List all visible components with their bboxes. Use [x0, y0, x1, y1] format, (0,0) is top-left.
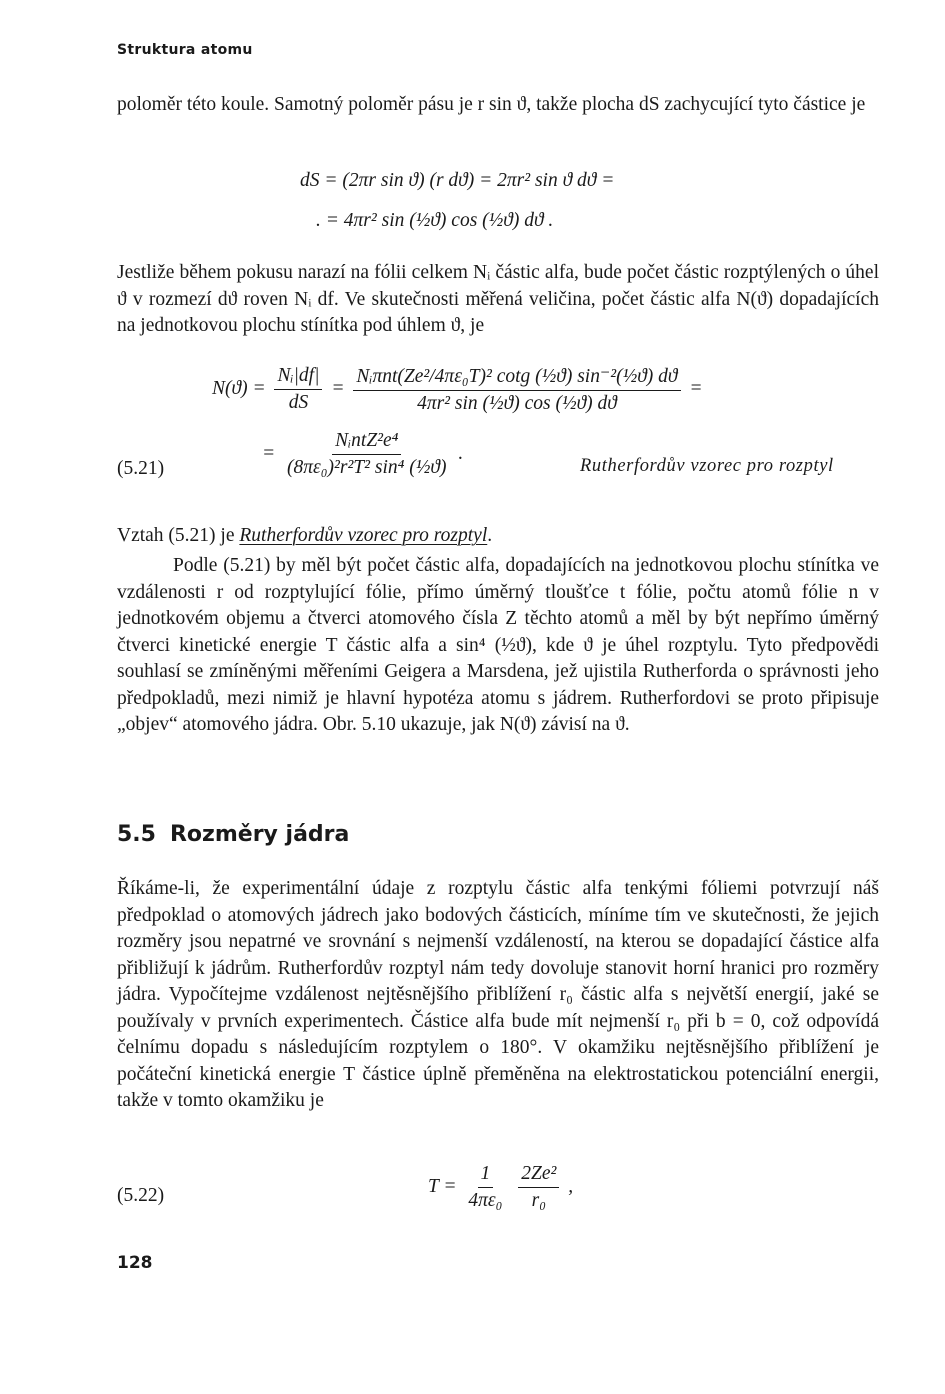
fraction-numerator: NᵢntZ²e⁴	[332, 430, 401, 455]
fraction-denominator: 4πr² sin (½ϑ) cos (½ϑ) dϑ	[417, 393, 617, 414]
fraction-numerator: 2Ze²	[518, 1163, 559, 1188]
equation-ds-line-2: . = 4πr² sin (½ϑ) cos (½ϑ) dϑ .	[316, 210, 554, 231]
paragraph-particles: Jestliže během pokusu narazí na fólii celkem Nᵢ částic alfa, bude počet částic rozptýlených o úhel ϑ v rozmezí dϑ roven Nᵢ df. Ve skutečnosti měřená veličina, počet částic alfa N(ϑ) dopadajících na jednotkovou plochu stínítka pod úhlem ϑ, je	[117, 262, 879, 336]
equation-ds-line-1: dS = (2πr sin ϑ) (r dϑ) = 2πr² sin ϑ dϑ =	[300, 170, 615, 191]
fraction-denominator: r₀	[531, 1190, 546, 1211]
rutherford-formula-term: Rutherfordův vzorec pro rozptyl	[239, 525, 488, 546]
fraction-rutherford	[284, 430, 449, 479]
equals-sign: =	[331, 377, 345, 399]
equation-5-22	[428, 1163, 573, 1212]
equation-t-lhs: T =	[428, 1175, 457, 1197]
equation-5-21-label: Rutherfordův vzorec pro rozptyl	[580, 456, 834, 476]
paragraph-predictions-text: Podle (5.21) by měl být počet částic alfa, dopadajících na jednotkovou plochu stínítka ve vzdálenosti r od rozptylující fólie, přímo úměrný tloušťce t fólie, počtu atomů fólie n v jednotkovém objemu a čtverci atomového čísla Z těchto atomů a měl by být nepřímo úměrný čtverci kinetické energie T částic alfa a sin⁴ (½ϑ), kde ϑ je úhel rozptylu. Tyto předpovědi souhlasí se zmíněnými měřeními Geigera a Marsdena, jež ujistila Rutherforda o správnosti jeho předpokladů, mezi nimiž je hlavní hypotéza atomu s jádrem. Rutherfordovi se proto připisuje „objev“ atomového jádra. Obr. 5.10 ukazuje, jak N(ϑ) závisí na ϑ.	[117, 555, 879, 735]
section-number: 5.5	[117, 822, 156, 847]
fraction-coulomb-constant	[465, 1163, 505, 1212]
fraction-df-over-ds	[274, 365, 322, 414]
paragraph-relation-end: .	[487, 525, 493, 546]
page-number: 128	[117, 1253, 153, 1273]
paragraph-intro: poloměr této koule. Samotný poloměr pásu je r sin ϑ, takže plocha dS zachycující tyto částice je	[117, 94, 866, 115]
paragraph-predictions	[117, 553, 879, 739]
equation-n-lhs: N(ϑ) =	[212, 377, 266, 399]
fraction-denominator: dS	[288, 392, 309, 413]
fraction-numerator: Nᵢπnt(Ze²/4πε₀T)² cotg (½ϑ) sin⁻²(½ϑ) dϑ	[353, 364, 680, 391]
equation-number-5-22: (5.22)	[117, 1185, 165, 1206]
running-header: Struktura atomu	[117, 42, 253, 58]
section-title: Rozměry jádra	[169, 822, 350, 847]
equation-comma: ,	[568, 1175, 574, 1197]
equation-period: .	[458, 442, 464, 464]
fraction-expanded	[353, 364, 680, 415]
equals-sign: =	[262, 442, 276, 464]
section-heading	[117, 822, 349, 847]
equation-n-theta	[212, 364, 703, 415]
fraction-numerator: Nᵢ|df|	[274, 365, 322, 390]
fraction-charge-over-distance	[518, 1163, 559, 1212]
paragraph-nucleus-size: Říkáme-li, že experimentální údaje z rozptylu částic alfa tenkými fóliemi potvrzují náš předpoklad o atomových jádrech jako bodových částicích, míníme tím ve skutečnosti, že jejich rozměry jsou nepatrné ve srovnání s nejmenší vzdáleností, na kterou se dopadající částice alfa přibližují k jádrům. Rutherfordův rozptyl nám tedy dovoluje stanovit horní hranici pro rozměry jádra. Vypočítejme vzdálenost nejtěsnějšího přiblížení r₀ částic alfa s největší energií, jaké se používaly v prvních experimentech. Částice alfa bude mít nejmenší r₀ při b = 0, což odpovídá čelnímu dopadu s následujícím rozptylem o 180°. V okamžiku nejtěsnějšího přiblížení je počáteční kinetická energie T částice úplně přeměněna na elektrostatickou potenciální energii, takže v tomto okamžiku je	[117, 878, 879, 1111]
equation-5-21	[262, 430, 463, 479]
paragraph-relation	[117, 523, 879, 550]
fraction-numerator: 1	[478, 1163, 494, 1188]
equation-number-5-21: (5.21)	[117, 458, 165, 479]
fraction-denominator: 4πε₀	[468, 1190, 503, 1211]
equals-sign: =	[689, 377, 703, 399]
paragraph-relation-lead: Vztah (5.21) je	[117, 525, 240, 546]
fraction-denominator: (8πε₀)²r²T² sin⁴ (½ϑ)	[287, 457, 447, 478]
